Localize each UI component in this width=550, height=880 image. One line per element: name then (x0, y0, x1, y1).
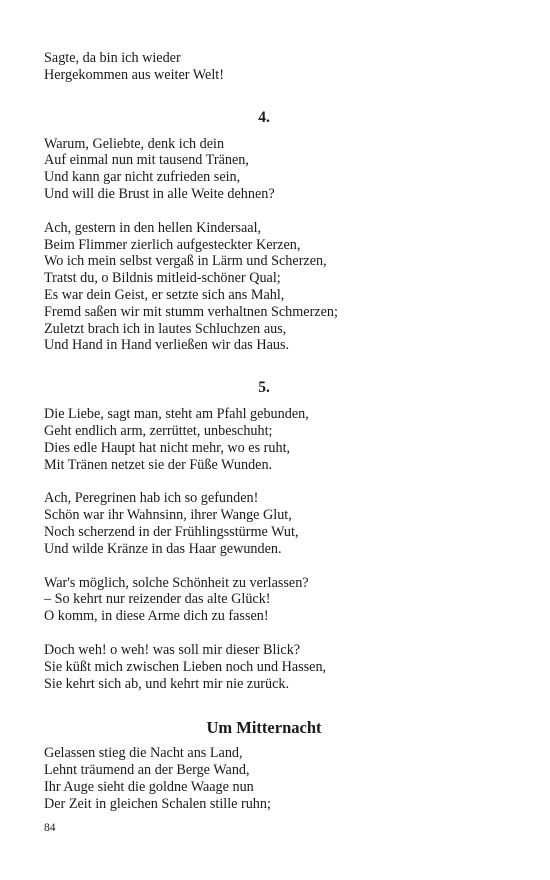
stanza (44, 50, 484, 84)
verse-line: Noch scherzend in der Frühlingsstürme Wut, (44, 523, 299, 540)
verse-line: Ach, Peregrinen hab ich so gefunden! (44, 490, 259, 507)
verse-line: Ihr Auge sieht die goldne Waage nun (44, 778, 254, 795)
verse-line: Sie küßt mich zwischen Lieben noch und Hassen, (44, 658, 327, 675)
verse-line: Zuletzt brach ich in lautes Schluchzen aus, (44, 320, 287, 337)
page-number: 84 (44, 822, 56, 834)
section-number: 5. (258, 379, 270, 397)
stanza (44, 490, 484, 557)
verse-line: Ach, gestern in den hellen Kindersaal, (44, 219, 262, 236)
verse-line: Dies edle Haupt hat nicht mehr, wo es ruht, (44, 439, 291, 456)
verse-line: Auf einmal nun mit tausend Tränen, (44, 152, 249, 169)
verse-line: Sie kehrt sich ab, und kehrt mir nie zurück. (44, 675, 290, 692)
verse-line: Schön war ihr Wahnsinn, ihrer Wange Glut, (44, 507, 292, 524)
poem-page (44, 50, 484, 830)
verse-line: Fremd saßen wir mit stumm verhaltnen Schmerzen; (44, 303, 338, 320)
verse-line: Beim Flimmer zierlich aufgesteckter Kerzen, (44, 236, 301, 253)
verse-line: Der Zeit in gleichen Schalen stille ruhn; (44, 795, 271, 812)
stanza (44, 745, 484, 812)
verse-line: Und will die Brust in alle Weite dehnen? (44, 185, 275, 202)
poem-title: Um Mitternacht (206, 718, 322, 738)
verse-line: Die Liebe, sagt man, steht am Pfahl gebunden, (44, 406, 309, 423)
stanza (44, 642, 484, 692)
verse-line: Und Hand in Hand verließen wir das Haus. (44, 337, 290, 354)
stanza (44, 136, 484, 203)
verse-line: Geht endlich arm, zerrüttet, unbeschuht; (44, 422, 273, 439)
verse-line: Lehnt träumend an der Berge Wand, (44, 762, 250, 779)
verse-line: Sagte, da bin ich wieder (44, 50, 181, 66)
stanza (44, 220, 484, 354)
verse-line: Und wilde Kränze in das Haar gewunden. (44, 540, 282, 557)
verse-line: Warum, Geliebte, denk ich dein (44, 135, 225, 152)
verse-line: O komm, in diese Arme dich zu fassen! (44, 608, 269, 625)
verse-line: Gelassen stieg die Nacht ans Land, (44, 745, 243, 762)
verse-line: Und kann gar nicht zufrieden sein, (44, 169, 241, 186)
verse-line: Wo ich mein selbst vergaß in Lärm und Scherzen, (44, 253, 327, 270)
verse-line: War's möglich, solche Schönheit zu verlassen? (44, 574, 309, 591)
verse-line: – So kehrt nur reizender das alte Glück! (44, 591, 271, 608)
verse-line: Hergekommen aus weiter Welt! (44, 66, 224, 83)
verse-line: Tratst du, o Bildnis mitleid-schöner Qual; (44, 270, 281, 287)
stanza (44, 406, 484, 473)
stanza (44, 575, 484, 625)
verse-line: Mit Tränen netzet sie der Füße Wunden. (44, 456, 273, 473)
verse-line: Doch weh! o weh! was soll mir dieser Blick? (44, 641, 301, 658)
verse-line: Es war dein Geist, er setzte sich ans Mahl, (44, 286, 285, 303)
section-number: 4. (258, 108, 270, 126)
